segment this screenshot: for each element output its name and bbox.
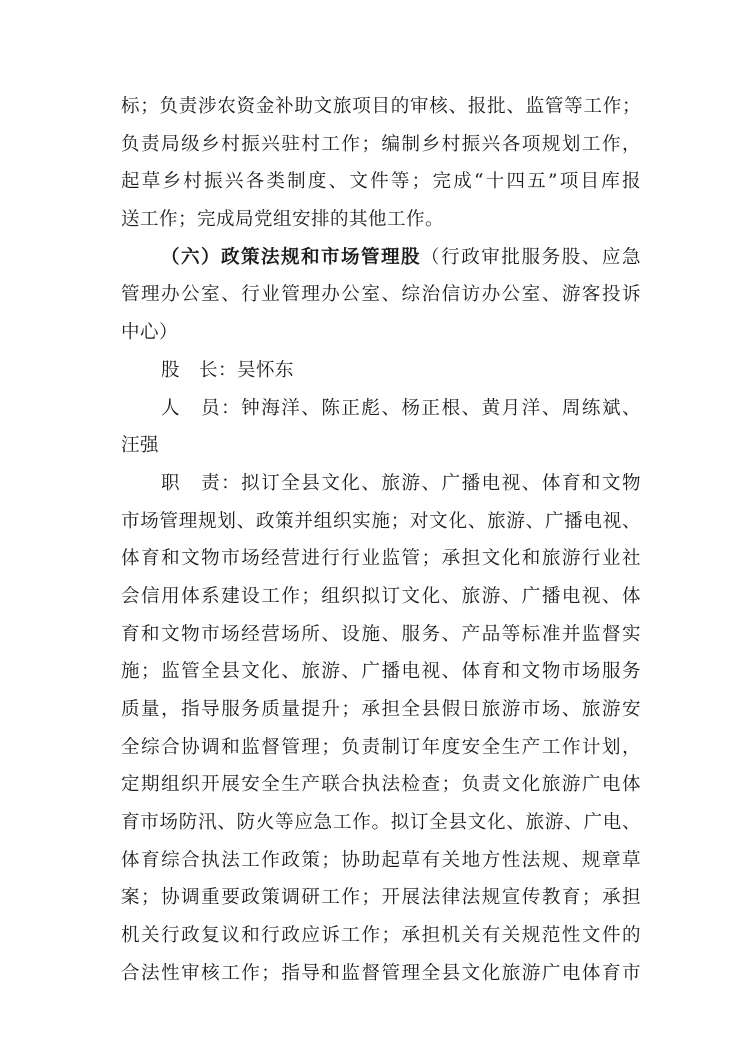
- text-line: 负责局级乡村振兴驻村工作；编制乡村振兴各项规划工作，: [121, 133, 641, 155]
- duties-line: 全综合协调和监督管理；负责制订年度安全生产工作计划，: [121, 736, 641, 758]
- duties-line: 体育和文物市场经营进行行业监管；承担文化和旅游行业社: [121, 548, 641, 570]
- duties-line: 合法性审核工作；指导和监督管理全县文化旅游广电体育市: [121, 962, 641, 984]
- text-line: 管理办公室、行业管理办公室、综治信访办公室、游客投诉: [121, 284, 641, 306]
- duties-line: 机关行政复议和行政应诉工作；承担机关有关规范性文件的: [121, 925, 641, 947]
- staff-line: 汪强: [121, 435, 160, 457]
- duties-line: 市场管理规划、政策并组织实施；对文化、旅游、广播电视、: [121, 510, 641, 532]
- text-line: 起草乡村振兴各类制度、文件等；完成“十四五”项目库报: [121, 171, 641, 193]
- duties-line: 会信用体系建设工作；组织拟订文化、旅游、广播电视、体: [121, 585, 641, 607]
- section-chief: 股 长：吴怀东: [161, 359, 295, 381]
- section-heading: （六）政策法规和市场管理股: [161, 246, 421, 268]
- staff-line: 人 员：钟海洋、陈正彪、杨正根、黄月洋、周练斌、: [161, 397, 641, 419]
- duties-line: 体育综合执法工作政策；协助起草有关地方性法规、规章草: [121, 849, 641, 871]
- duties-line: 定期组织开展安全生产联合执法检查；负责文化旅游广电体: [121, 774, 641, 796]
- document-page: [121, 88, 641, 993]
- duties-line: 质量，指导服务质量提升；承担全县假日旅游市场、旅游安: [121, 699, 641, 720]
- text-line: 中心）: [121, 322, 179, 344]
- duties-line: 职 责：拟订全县文化、旅游、广播电视、体育和文物: [161, 472, 641, 494]
- section-heading-note: （行政审批服务股、应急: [421, 246, 641, 268]
- duties-line: 育和文物市场经营场所、设施、服务、产品等标准并监督实: [121, 623, 641, 645]
- text-line: 标；负责涉农资金补助文旅项目的审核、报批、监管等工作；: [121, 96, 641, 117]
- text-line: 送工作；完成局党组安排的其他工作。: [121, 209, 445, 231]
- duties-line: 育市场防汛、防火等应急工作。拟订全县文化、旅游、广电、: [121, 812, 641, 834]
- duties-line: 施；监管全县文化、旅游、广播电视、体育和文物市场服务: [121, 661, 641, 683]
- section-heading-line: [121, 239, 641, 277]
- duties-line: 案；协调重要政策调研工作；开展法律法规宣传教育；承担: [121, 887, 641, 909]
